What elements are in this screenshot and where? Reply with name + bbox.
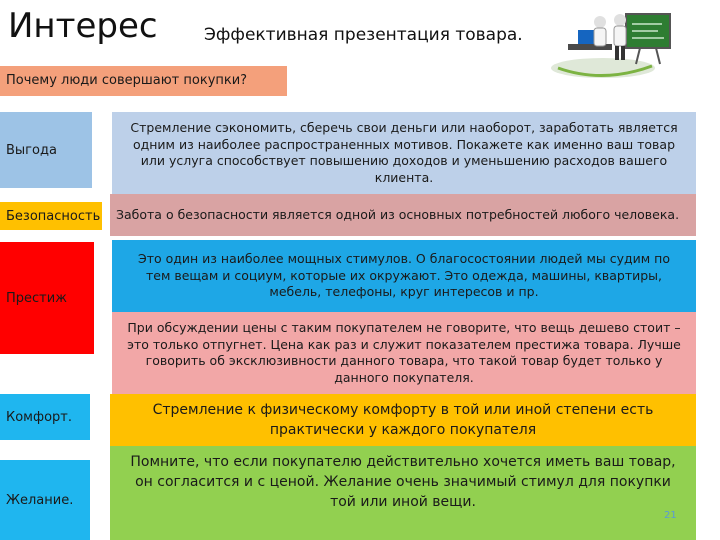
page-number: 21 xyxy=(664,510,677,521)
motive-text-desire: Помните, что если покупателю действительно хочется иметь ваш товар, он согласится и с ценой. Желание очень значимый стимул для покупки той или иной вещи. xyxy=(110,446,696,540)
motive-label-desire: Желание. xyxy=(0,460,90,540)
motive-label-comfort: Комфорт. xyxy=(0,394,90,440)
motive-label-benefit: Выгода xyxy=(0,112,92,188)
motive-text-safety: Забота о безопасности является одной из основных потребностей любого человека. xyxy=(110,194,696,236)
motive-text-comfort: Стремление к физическому комфорту в той или иной степени есть практически у каждого покупателя xyxy=(110,394,696,446)
page-subtitle: Эффективная презентация товара. xyxy=(204,25,523,45)
motive-label-prestige: Престиж xyxy=(0,242,94,354)
page-title: Интерес xyxy=(8,6,158,46)
motive-text-benefit: Стремление сэкономить, сберечь свои деньги или наоборот, заработать является одним из наиболее распространенных мотивов. Покажете как именно ваш товар или услуга способствует повышению доходов и уменьшению расходов вашего клиента. xyxy=(112,112,696,194)
motive-text-prestige-note: При обсуждении цены с таким покупателем не говорите, что вещь дешево стоит – это только отпугнет. Цена как раз и служит показателем престижа товара. Лучше говорить об эксклюзивности данного товара, что такой товар будет только у данного покупателя. xyxy=(112,312,696,394)
presentation-illustration-icon xyxy=(548,2,674,82)
motive-label-safety: Безопасность xyxy=(0,202,102,230)
question-banner: Почему люди совершают покупки? xyxy=(0,66,287,96)
motive-text-prestige: Это один из наиболее мощных стимулов. О благосостоянии людей мы судим по тем вещам и социум, которые их окружают. Это одежда, машины, квартиры, мебель, телефоны, круг интересов и пр. xyxy=(112,240,696,312)
